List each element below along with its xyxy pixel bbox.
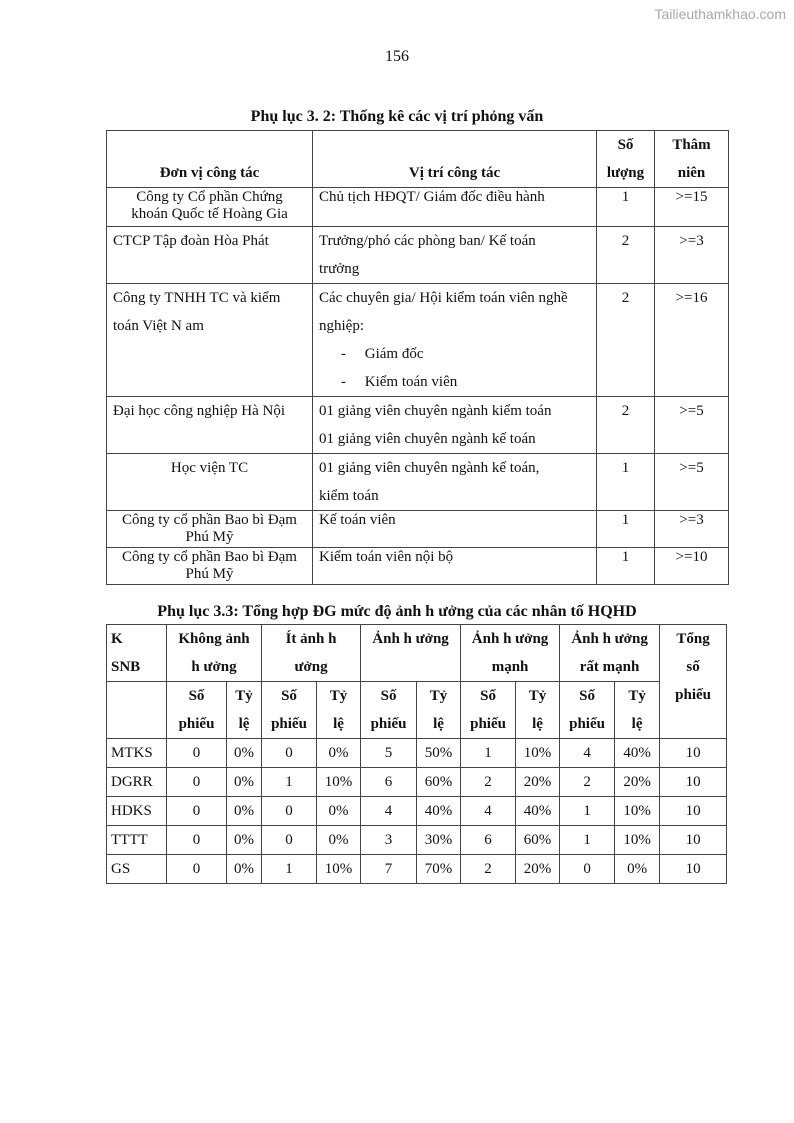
unit-cell: Công ty TNHH TC và kiểm toán Việt N am [107,284,313,397]
sub-item: - Kiểm toán viên [341,374,458,390]
value-cell: 1 [461,739,516,768]
subheader-ty: Tỷ lệ [615,682,660,739]
position-cell: Kiểm toán viên nội bộ [313,548,597,585]
value-cell: 10% [615,797,660,826]
total-cell: 10 [660,739,727,768]
value-cell: 0% [615,855,660,884]
table-row [107,188,729,227]
subheader-ty: Tỷ lệ [227,682,262,739]
table-row [107,855,727,884]
header-position: Vị trí công tác [313,131,597,188]
value-cell: 3 [361,826,417,855]
count-cell: 1 [597,511,655,548]
seniority-cell: >=10 [655,548,729,585]
seniority-cell: >=15 [655,188,729,227]
position-cell: 01 giảng viên chuyên ngành kiểm toán 01 giảng viên chuyên ngành kế toán [313,397,597,454]
value-cell: 20% [615,768,660,797]
table-row [107,284,729,397]
header-count: Số lượng [597,131,655,188]
table-row [107,454,729,511]
value-cell: 0 [262,826,317,855]
value-cell: 6 [461,826,516,855]
value-cell: 60% [417,768,461,797]
value-cell: 10% [516,739,560,768]
value-cell: 4 [560,739,615,768]
table2-caption: Phụ lục 3.3: Tổng hợp ĐG mức độ ảnh h ưởng của các nhân tố HQHD [157,603,637,620]
value-cell: 0 [167,855,227,884]
value-cell: 10% [615,826,660,855]
unit-cell: Công ty cổ phần Bao bì Đạm Phú Mỹ [107,548,313,585]
value-cell: 30% [417,826,461,855]
value-cell: 1 [262,768,317,797]
value-cell: 0 [167,739,227,768]
value-cell: 6 [361,768,417,797]
value-cell: 40% [516,797,560,826]
impact-summary-table [106,624,727,884]
total-cell: 10 [660,855,727,884]
unit-cell: Đại học công nghiệp Hà Nội [107,397,313,454]
unit-cell: Học viện TC [107,454,313,511]
header-little-impact: Ít ảnh h ưởng [262,625,361,682]
subheader-so: Số phiếu [167,682,227,739]
subheader-so: Số phiếu [560,682,615,739]
value-cell: 1 [560,797,615,826]
value-cell: 1 [262,855,317,884]
value-cell: 60% [516,826,560,855]
total-cell: 10 [660,768,727,797]
value-cell: 0% [227,826,262,855]
value-cell: 40% [417,797,461,826]
value-cell: 0% [317,797,361,826]
value-cell: 20% [516,768,560,797]
count-cell: 1 [597,454,655,511]
subheader-ty: Tỷ lệ [317,682,361,739]
value-cell: 2 [560,768,615,797]
position-cell: 01 giảng viên chuyên ngành kế toán, kiểm toán [313,454,597,511]
header-strong-impact: Ảnh h ưởng mạnh [461,625,560,682]
value-cell: 2 [461,855,516,884]
total-cell: 10 [660,826,727,855]
value-cell: 2 [461,768,516,797]
value-cell: 1 [560,826,615,855]
value-cell: 10% [317,855,361,884]
value-cell: 0% [227,739,262,768]
value-cell: 0 [262,797,317,826]
interview-positions-table [106,130,729,585]
header-very-strong-impact: Ảnh h ưởng rất mạnh [560,625,660,682]
position-cell: Kế toán viên [313,511,597,548]
table-row [107,739,727,768]
count-cell: 2 [597,227,655,284]
value-cell: 10% [317,768,361,797]
unit-cell: Công ty Cổ phần Chứng khoán Quốc tế Hoàng Gia [107,188,313,227]
seniority-cell: >=5 [655,454,729,511]
sub-item: - Giám đốc [341,346,424,362]
value-cell: 0% [227,797,262,826]
factor-cell: GS [107,855,167,884]
table-row [107,511,729,548]
value-cell: 0 [262,739,317,768]
seniority-cell: >=16 [655,284,729,397]
value-cell: 7 [361,855,417,884]
table-row [107,768,727,797]
table-row [107,397,729,454]
position-cell: Các chuyên gia/ Hội kiểm toán viên nghề nghiệp: - Giám đốc - Kiểm toán viên [313,284,597,397]
total-cell: 10 [660,797,727,826]
header-unit: Đơn vị công tác [107,131,313,188]
count-cell: 2 [597,397,655,454]
value-cell: 0 [167,768,227,797]
factor-cell: DGRR [107,768,167,797]
value-cell: 4 [361,797,417,826]
table-row [107,227,729,284]
subheader-so: Số phiếu [262,682,317,739]
subheader-ty: Tỷ lệ [417,682,461,739]
value-cell: 20% [516,855,560,884]
header-k-filler [107,682,167,739]
factor-cell: MTKS [107,739,167,768]
seniority-cell: >=5 [655,397,729,454]
subheader-so: Số phiếu [361,682,417,739]
value-cell: 0 [167,797,227,826]
value-cell: 40% [615,739,660,768]
value-cell: 0 [560,855,615,884]
position-cell: Chủ tịch HĐQT/ Giám đốc điều hành [313,188,597,227]
count-cell: 2 [597,284,655,397]
page-number: 156 [385,48,409,65]
factor-cell: HDKS [107,797,167,826]
header-impact: Ảnh h ưởng [361,625,461,682]
table-row [107,797,727,826]
watermark: Tailieuthamkhao.com [654,6,786,22]
subheader-ty: Tỷ lệ [516,682,560,739]
header-total: Tổng số phiếu [660,625,727,739]
table-header-row [107,131,729,188]
subheader-so: Số phiếu [461,682,516,739]
count-cell: 1 [597,548,655,585]
position-cell: Trưởng/phó các phòng ban/ Kế toán trưởng [313,227,597,284]
factor-cell: TTTT [107,826,167,855]
table1-caption: Phụ lục 3. 2: Thống kê các vị trí phỏng vấn [250,108,544,125]
value-cell: 0% [317,826,361,855]
seniority-cell: >=3 [655,227,729,284]
header-k: K SNB [107,625,167,682]
value-cell: 50% [417,739,461,768]
value-cell: 0% [317,739,361,768]
unit-cell: CTCP Tập đoàn Hòa Phát [107,227,313,284]
unit-cell: Công ty cổ phần Bao bì Đạm Phú Mỹ [107,511,313,548]
value-cell: 5 [361,739,417,768]
value-cell: 70% [417,855,461,884]
value-cell: 4 [461,797,516,826]
header-no-impact: Không ảnh h ưởng [167,625,262,682]
value-cell: 0% [227,768,262,797]
seniority-cell: >=3 [655,511,729,548]
count-cell: 1 [597,188,655,227]
table-row [107,548,729,585]
value-cell: 0% [227,855,262,884]
header-seniority: Thâm niên [655,131,729,188]
table-row [107,826,727,855]
value-cell: 0 [167,826,227,855]
